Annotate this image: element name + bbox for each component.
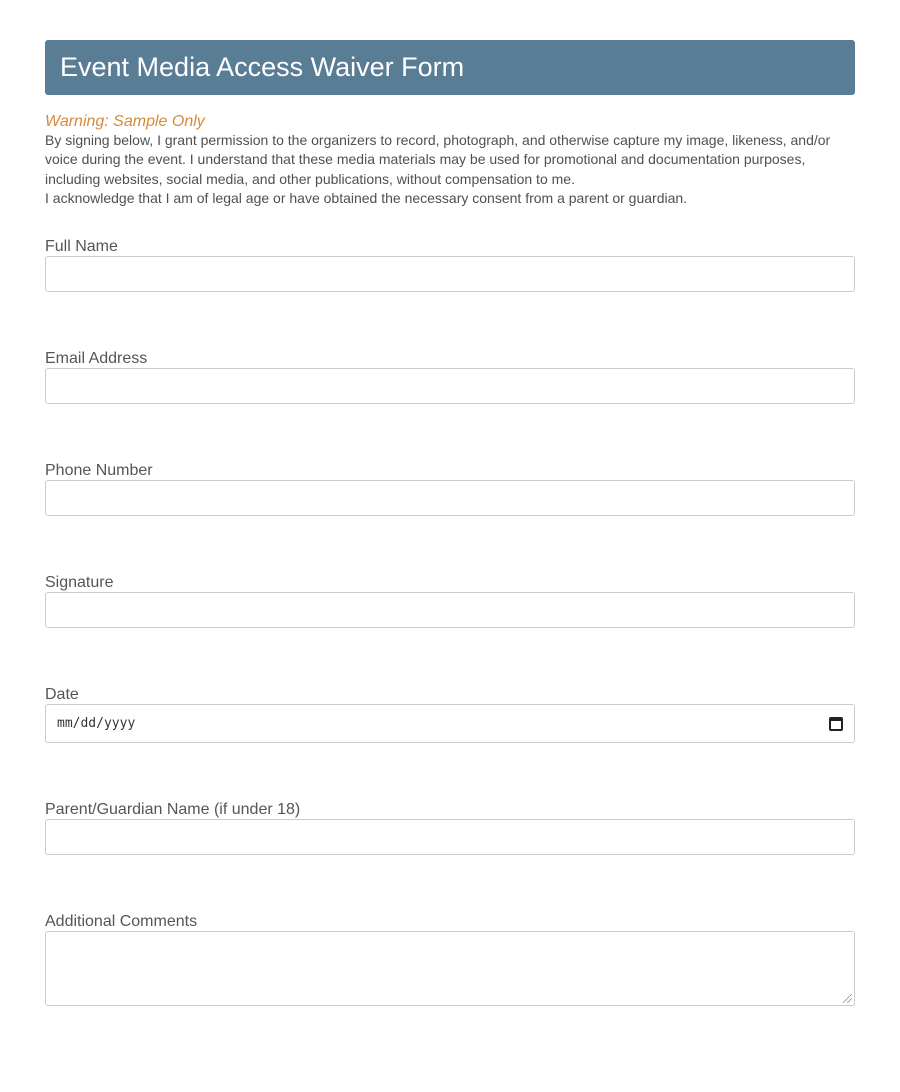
comments-label: Additional Comments bbox=[45, 913, 198, 931]
acknowledgement-paragraph: I acknowledge that I am of legal age or have obtained the necessary consent from a parent or guardian. bbox=[45, 189, 688, 206]
full-name-label: Full Name bbox=[45, 238, 118, 256]
date-input[interactable] bbox=[45, 704, 855, 743]
full-name-input[interactable] bbox=[45, 256, 855, 292]
comments-textarea[interactable] bbox=[45, 931, 855, 1006]
guardian-name-label: Parent/Guardian Name (if under 18) bbox=[45, 801, 301, 819]
guardian-name-input[interactable] bbox=[45, 819, 855, 855]
date-placeholder: mm/dd/yyyy bbox=[57, 716, 136, 732]
waiver-form bbox=[45, 238, 855, 1025]
consent-paragraph: By signing below, I grant permission to the organizers to record, photograph, and otherwise capture my image, likeness, and/or voice during the event. I understand that these media materials may be used for promotional and documentation purposes, including websites, social media, and other publications, without compensation to me. bbox=[45, 132, 831, 187]
email-input[interactable] bbox=[45, 368, 855, 404]
consent-text bbox=[45, 131, 855, 208]
page-title: Event Media Access Waiver Form bbox=[60, 52, 465, 82]
guardian-name-field bbox=[45, 801, 855, 913]
phone-label: Phone Number bbox=[45, 462, 153, 480]
phone-field bbox=[45, 462, 855, 574]
date-field bbox=[45, 686, 855, 801]
signature-field bbox=[45, 574, 855, 686]
date-label: Date bbox=[45, 686, 79, 704]
comments-field bbox=[45, 913, 855, 1025]
email-label: Email Address bbox=[45, 350, 148, 368]
resize-handle-icon[interactable] bbox=[843, 994, 852, 1003]
signature-label: Signature bbox=[45, 574, 114, 592]
email-field bbox=[45, 350, 855, 462]
calendar-icon[interactable] bbox=[829, 717, 843, 731]
full-name-field bbox=[45, 238, 855, 350]
phone-input[interactable] bbox=[45, 480, 855, 516]
signature-input[interactable] bbox=[45, 592, 855, 628]
warning-text: Warning: Sample Only bbox=[45, 113, 205, 130]
header-banner bbox=[45, 40, 855, 95]
